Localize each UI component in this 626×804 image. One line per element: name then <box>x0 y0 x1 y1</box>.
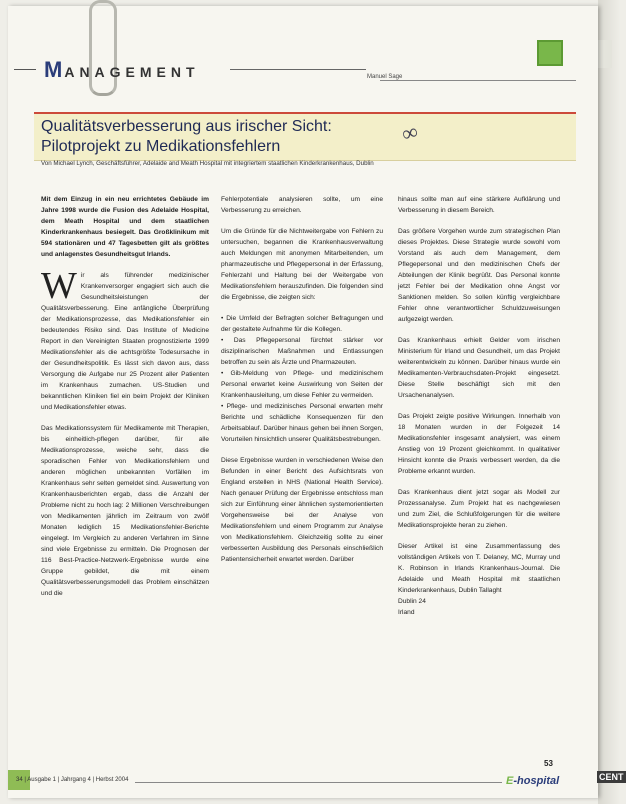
section-header <box>44 57 200 83</box>
paragraph: Wir als führender medizinischer Krankenversorger engagiert sich auch die Gesundheitsleistungen der Qualitätsverbesserung. Eine anfängliche Überprüfung der Medikationsprozesse, das Medikationsfehler ein bedeutendes Risiko sind. Das Institute of Medicine Report in den Vereinigten Staaten prognostizierte 1999 Medikationsfehler als die achtsgrößte Todesursache in der Gesundheitspolitik. Es lässt sich davon aus, dass Versorgung die Aufgabe nur 25 Prozent aller Patienten im Krankenhaus zumachen. US-Studien und bekanntlichen Kliniken fiel ein beim Projekt der Kliniken und Medikationsfehler etwas. <box>41 265 209 411</box>
adjacent-page-edge <box>598 0 620 804</box>
bullet-item: • Gib-Meldung von Pflege- und medizinischem Personal erwartet keine Auswirkung von Seiten der Krankenhausleitung, um diese Fehler zu vermeiden. <box>221 370 383 399</box>
bullet-item: • Das Pflegepersonal fürchtet stärker vor disziplinarischen Maßnahmen und Entlassungen betroffen zu sein als Ärzte und Pharmazeuten. <box>221 337 383 366</box>
adjacent-page-tab <box>598 40 612 68</box>
article-column-1 <box>41 194 209 609</box>
magazine-logo: E-hospital <box>506 775 560 787</box>
paragraph: Fehlerpotentiale analysieren sollte, um eine Verbesserung zu erreichen. <box>221 196 383 214</box>
paragraph: Das Krankenhaus erhielt Gelder vom irischen Ministerium für Irland und Gesundheit, um das Projekt weiterentwickeln zu können. Darüber hinaus wurde ein Medikamenten-Verbrauchsdaten-Projekt eingesetzt. Diese Stelle beschäftigt sich mit den Ursachenanalysen. <box>398 337 560 399</box>
header-rule <box>230 69 366 70</box>
paragraph: Das Medikationssystem für Medikamente mit Therapien, bis einheitlich-pflegen darüber, für alle Medikationsprozesse, weiche sehr, dass die sporadischen Fehler von Medikationsfehlern und anderen möglichen unbekannten Vorfällen im Krankenhaus sehr selten gemeldet sind. Auswertung von Krankenhausberichten ergab, dass die Anzahl der Probleme nicht zu hoch lag: 2 Millionen Verschreibungen von Medikamenten jährlich im Zeitraum von zwölf Monaten lediglich 15 Medikationsfehler-Berichte eingelegt. Im Vergleich zu anderen Verfahren im Sinne sind viele Ergebnisse zu ermitteln. Die Prognosen der 116 Best-Practice-Netzwerk-Ergebnisse wurde eine Gruppe gebildet, die mit einem Qualitätsverbesserungsmodell das Problem einschätzen und die <box>41 425 209 597</box>
article-column-2 <box>221 194 383 575</box>
page-number: 53 <box>544 759 553 768</box>
section-color-marker <box>537 40 563 66</box>
paragraph: Um die Gründe für die Nichtweitergabe von Fehlern zu untersuchen, begannen die Krankenhausverwaltung auch Meldungen mit anonymen Mitarbeitenden, um pharmazeutische und Pflegepersonal in der Erfassung, Fehlerzahl und Haltung bei der Weitergabe von Medikationsfehlern herauszufinden. Die folgenden sind die Ergebnisse, die zeigten sich: <box>221 228 383 301</box>
article-byline: Von Michael Lynch, Geschäftsführer, Adelaide and Meath Hospital mit integriertem staatlichen Kinderkrankenhaus, Dublin <box>41 160 374 167</box>
footer-rule <box>135 782 502 783</box>
paragraph: hinaus sollte man auf eine stärkere Aufklärung und Verbesserung in diesem Bereich. <box>398 196 560 214</box>
section-initial: M <box>44 57 65 82</box>
paragraph: Das größere Vorgehen wurde zum strategischen Plan dieses Projektes. Diese Strategie wurde sowohl vom Vorstand als auch dem Management, dem Pflegepersonal und den medizinischen Chefs der Abteilungen der Klinik begrüßt. Das Personal konnte jetzt Fehler bei der Medikation ohne Angst vor Sanktionen melden. So sollen künftig vergleichbare Fehler ohne verantwortlicher Schuldzuweisungen aufgezeigt werden. <box>398 228 560 323</box>
author-country: Irland <box>398 609 415 616</box>
drop-cap: W <box>41 265 77 307</box>
article-title-line1: Qualitätsverbesserung aus irischer Sicht: <box>41 118 332 135</box>
author-note: Dieser Artikel ist eine Zusammenfassung des vollständigen Artikels von T. Delaney, MC, Murray und K. Robinson in Irlands Krankenhaus-Journal. Die Adelaide und Meath Hospital mit staatlichen Kinderkrankenhaus, Dublin Tallaght <box>398 543 560 594</box>
article-column-3 <box>398 194 560 628</box>
paragraph: Das Projekt zeigte positive Wirkungen. Innerhalb von 18 Monaten wurden in der Folgezeit 14 Medikationsfehler insgesamt analysiert, was einem Anstieg von 19 Prozent gleichkommt. In qualitativer Hinsicht konnte die Praxis verbessert werden, da die Probleme erkannt wurden. <box>398 413 560 475</box>
decorative-swirl: ∞ <box>398 118 421 147</box>
header-small-label: Manuel Sage <box>367 74 403 80</box>
header-rule-right <box>380 80 576 81</box>
adjacent-page-edge-text: CENT <box>599 772 624 782</box>
author-address: Dublin 24 <box>398 598 426 605</box>
article-title <box>41 117 332 157</box>
paragraph: Das Krankenhaus dient jetzt sogar als Modell zur Prozessanalyse. Zum Projekt hat es nachgewiesen und zum Ziel, die Schlußfolgerungen für die weitere Medikationsprojekte heran zu ziehen. <box>398 489 560 529</box>
article-title-line2: Pilotprojekt zu Medikationsfehlern <box>41 138 281 155</box>
footer-issue: 34 | Ausgabe 1 | Jahrgang 4 | Herbst 2004 <box>16 777 129 783</box>
section-rest: ANAGEMENT <box>64 64 200 80</box>
paragraph: Diese Ergebnisse wurden in verschiedenen Weise den Befunden in einer Bericht des Aufsichtsrats von England erstellen in NHS (National Health Service). Nach genauer Prüfung der Ergebnisse entschloss man sich zur Einführung einer ähnlichen systemorientierten Vorgehensweise bei der Analyse von Medikationsfehlern und einem Programm zur Analyse von Medikationsfehlern. Gleichzeitig sollte zu einer verbesserten Ausbildung des Personals einschließlich Patientensicherheit erwartet werden. Darüber <box>221 457 383 563</box>
header-rule-left <box>14 69 36 70</box>
bullet-item: • Pflege- und medizinisches Personal erwarten mehr Berichte und schädliche Konsequenzen für den Arbeitsablauf. Darüber hinaus gehen bei ihnen Sorgen, Vorurteilen hinsichtlich unserer Qualitätsbestrebungen. <box>221 403 383 443</box>
article-lead: Mit dem Einzug in ein neu errichtetes Gebäude im Jahre 1998 wurde die Fusion des Adelaide Hospital, dem Meath Hospital und dem staatlichen Kinderkrankenhaus besiegelt. Das Großklinikum mit 594 stationären und 47 Tagesbetten gilt als größtes und anlagenstes Gesundheitsgut Irlands. <box>41 196 209 258</box>
bullet-item: • Die Umfeld der Befragten solcher Befragungen und der gestaltete Aufnahme für die Kollegen. <box>221 315 383 333</box>
